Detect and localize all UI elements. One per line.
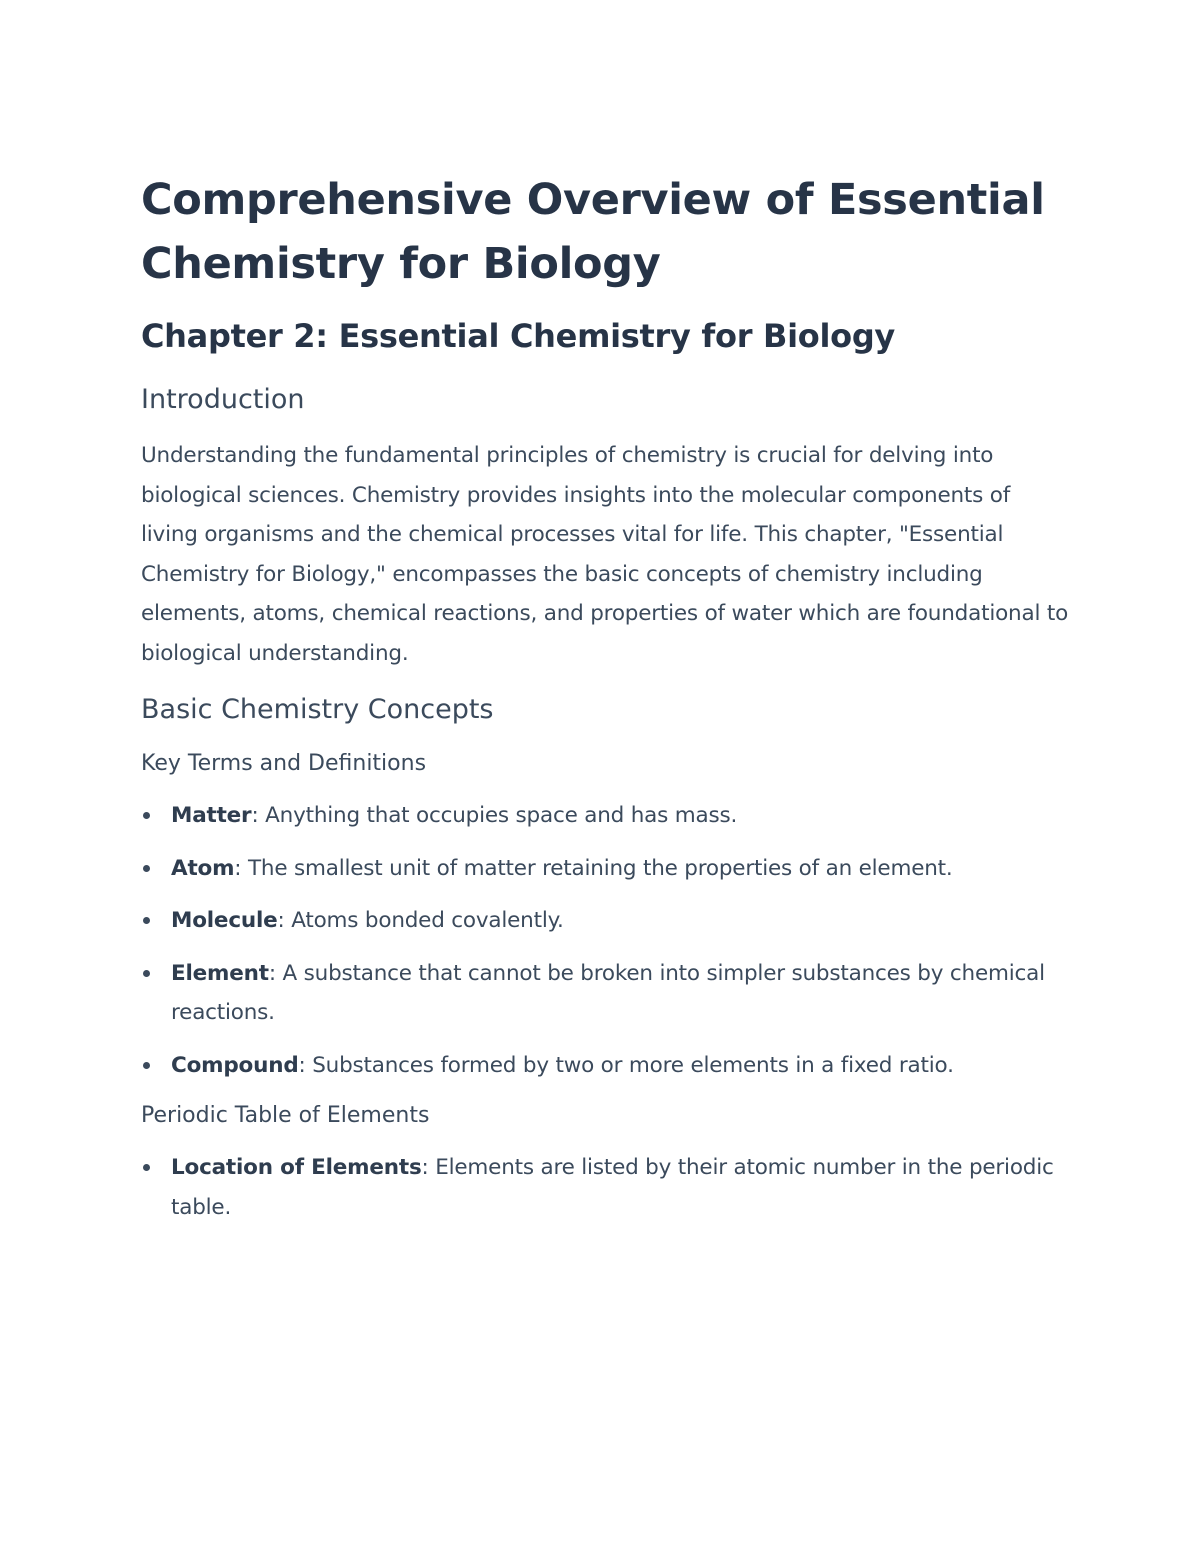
- periodic-table-list: [141, 1148, 1071, 1227]
- bullet-icon: [143, 865, 150, 872]
- term-label: Atom: [171, 855, 235, 881]
- bullet-icon: [143, 1062, 150, 1069]
- bullet-icon: [143, 812, 150, 819]
- term-label: Element: [171, 960, 269, 986]
- term-label: Location of Elements: [171, 1155, 422, 1180]
- term-definition: Atoms bonded covalently.: [291, 908, 564, 933]
- list-item: Molecule: Atoms bonded covalently.: [141, 901, 1071, 941]
- term-definition: Substances formed by two or more elements in a fixed ratio.: [312, 1052, 954, 1078]
- term-label: Compound: [171, 1052, 299, 1078]
- basic-concepts-heading: Basic Chemistry Concepts: [141, 694, 494, 725]
- list-item: Element: A substance that cannot be broken into simpler substances by chemical reactions.: [141, 954, 1071, 1033]
- key-terms-list: [141, 796, 1071, 1085]
- introduction-paragraph: Understanding the fundamental principles of chemistry is crucial for delving into biological sciences. Chemistry provides insights into the molecular components of living organisms and the chemical processes vital for life. This chapter, "Essential Chemistry for Biology," encompasses the basic concepts of chemistry including elements, atoms, chemical reactions, and properties of water which are foundational to biological understanding.: [141, 443, 1069, 666]
- key-terms-heading: Key Terms and Definitions: [141, 751, 427, 776]
- list-item: Compound: Substances formed by two or more elements in a fixed ratio.: [141, 1046, 1071, 1086]
- chapter-heading: Chapter 2: Essential Chemistry for Biology: [141, 317, 895, 355]
- document-page: [141, 168, 1071, 1240]
- introduction-heading: Introduction: [141, 384, 305, 415]
- term-label: Molecule: [171, 908, 278, 933]
- list-item: Location of Elements: Elements are listed by their atomic number in the periodic table.: [141, 1148, 1071, 1227]
- periodic-table-heading: Periodic Table of Elements: [141, 1103, 430, 1128]
- term-label: Matter: [171, 803, 252, 828]
- term-definition: A substance that cannot be broken into simpler substances by chemical reactions.: [171, 960, 1045, 1025]
- document-title: Comprehensive Overview of Essential Chemistry for Biology: [141, 175, 1045, 289]
- list-item: Atom: The smallest unit of matter retaining the properties of an element.: [141, 849, 1071, 889]
- term-definition: Anything that occupies space and has mass.: [265, 803, 738, 828]
- term-definition: The smallest unit of matter retaining the properties of an element.: [247, 855, 953, 881]
- bullet-icon: [143, 970, 150, 977]
- bullet-icon: [143, 917, 150, 924]
- list-item: Matter: Anything that occupies space and has mass.: [141, 796, 1071, 836]
- term-definition: Elements are listed by their atomic number in the periodic table.: [171, 1155, 1054, 1220]
- bullet-icon: [143, 1164, 150, 1171]
